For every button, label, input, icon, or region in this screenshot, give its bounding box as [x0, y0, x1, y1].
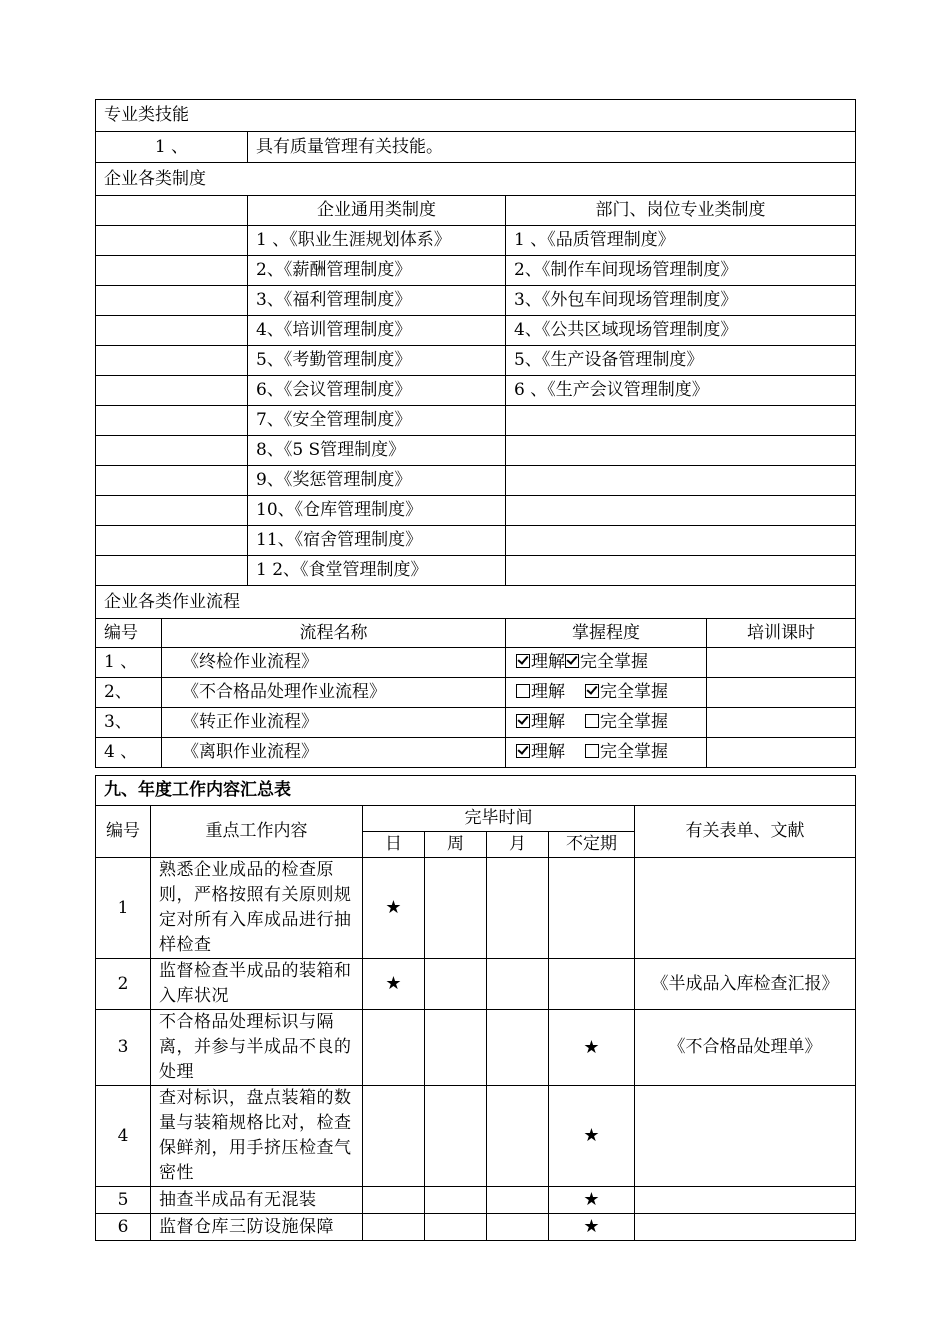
work-item-content: 监督检查半成品的装箱和入库状况	[151, 959, 363, 1010]
annual-summary-title: 九、年度工作内容汇总表	[96, 776, 856, 806]
work-item-docs	[635, 1086, 856, 1187]
week-cell	[425, 1086, 487, 1187]
dept-system-item: 3、《外包车间现场管理制度》	[506, 286, 856, 316]
process-name: 《不合格品处理作业流程》	[162, 678, 506, 708]
month-cell	[487, 1187, 549, 1214]
week-cell	[425, 1187, 487, 1214]
work-item-number: 6	[96, 1214, 151, 1241]
general-systems-header: 企业通用类制度	[248, 196, 506, 226]
day-cell	[363, 858, 425, 959]
day-cell	[363, 1086, 425, 1187]
training-hours	[707, 678, 856, 708]
general-system-item: 10、《仓库管理制度》	[248, 496, 506, 526]
general-system-item: 4、《培训管理制度》	[248, 316, 506, 346]
work-item-content: 熟悉企业成品的检查原则，严格按照有关原则规定对所有入库成品进行抽样检查	[151, 858, 363, 959]
system-row	[96, 346, 856, 376]
process-row	[96, 738, 856, 768]
understand-label: 理解	[531, 712, 565, 732]
general-system-item: 5、《考勤管理制度》	[248, 346, 506, 376]
work-item-number: 2	[96, 959, 151, 1010]
process-number: 4 、	[96, 738, 162, 768]
process-name: 《离职作业流程》	[162, 738, 506, 768]
dept-system-item	[506, 406, 856, 436]
general-system-item: 2、《薪酬管理制度》	[248, 256, 506, 286]
general-system-item: 8、《5 S管理制度》	[248, 436, 506, 466]
system-row-blank	[96, 466, 248, 496]
system-row	[96, 226, 856, 256]
irregular-cell	[549, 1187, 635, 1214]
work-item-row	[96, 1086, 856, 1187]
work-item-row	[96, 858, 856, 959]
system-row-blank	[96, 346, 248, 376]
month-cell	[487, 1086, 549, 1187]
mastery-options	[506, 648, 707, 678]
dept-system-item: 4、《公共区域现场管理制度》	[506, 316, 856, 346]
system-row	[96, 316, 856, 346]
master-label: 完全掌握	[600, 682, 668, 702]
process-number: 3、	[96, 708, 162, 738]
system-row-blank	[96, 376, 248, 406]
system-row-blank	[96, 406, 248, 436]
work-item-number: 4	[96, 1086, 151, 1187]
week-header: 周	[425, 832, 487, 858]
general-system-item: 7、《安全管理制度》	[248, 406, 506, 436]
master-checkbox[interactable]	[565, 654, 579, 668]
process-name: 《终检作业流程》	[162, 648, 506, 678]
general-system-item: 6、《会议管理制度》	[248, 376, 506, 406]
understand-checkbox[interactable]	[516, 744, 530, 758]
week-cell	[425, 858, 487, 959]
master-label: 完全掌握	[580, 652, 648, 672]
system-row	[96, 406, 856, 436]
system-row-blank	[96, 226, 248, 256]
mastery-header: 掌握程度	[506, 619, 707, 648]
irregular-cell	[549, 959, 635, 1010]
process-row	[96, 678, 856, 708]
system-row-blank	[96, 256, 248, 286]
dept-system-item: 6 、《生产会议管理制度》	[506, 376, 856, 406]
skill-number: 1 、	[96, 132, 248, 163]
month-cell	[487, 858, 549, 959]
process-number: 2、	[96, 678, 162, 708]
system-row-blank	[96, 316, 248, 346]
month-header: 月	[487, 832, 549, 858]
skill-row	[96, 132, 856, 163]
irregular-cell	[549, 1214, 635, 1241]
system-row	[96, 466, 856, 496]
system-row-blank	[96, 526, 248, 556]
system-row-blank	[96, 496, 248, 526]
month-cell	[487, 959, 549, 1010]
work-item-row	[96, 1187, 856, 1214]
general-system-item: 3、《福利管理制度》	[248, 286, 506, 316]
understand-checkbox[interactable]	[516, 684, 530, 698]
month-cell	[487, 1010, 549, 1086]
system-row	[96, 436, 856, 466]
work-item-docs: 《不合格品处理单》	[635, 1010, 856, 1086]
system-row-blank	[96, 286, 248, 316]
star-icon: ★	[385, 897, 402, 918]
work-item-docs: 《半成品入库检查汇报》	[635, 959, 856, 1010]
irregular-cell	[549, 858, 635, 959]
skills-section-header: 专业类技能	[96, 100, 856, 132]
master-label: 完全掌握	[600, 742, 668, 762]
work-item-docs	[635, 858, 856, 959]
day-cell	[363, 1010, 425, 1086]
training-hours	[707, 648, 856, 678]
process-name-header: 流程名称	[162, 619, 506, 648]
work-item-content: 监督仓库三防设施保障	[151, 1214, 363, 1241]
mastery-options	[506, 708, 707, 738]
day-header: 日	[363, 832, 425, 858]
master-checkbox[interactable]	[585, 684, 599, 698]
general-system-item: 11、《宿舍管理制度》	[248, 526, 506, 556]
dept-system-item	[506, 466, 856, 496]
systems-section-header: 企业各类制度	[96, 163, 856, 196]
star-icon: ★	[583, 1125, 600, 1146]
dept-system-item	[506, 496, 856, 526]
day-cell	[363, 959, 425, 1010]
work-item-number: 1	[96, 858, 151, 959]
week-cell	[425, 1010, 487, 1086]
understand-checkbox[interactable]	[516, 714, 530, 728]
work-item-content: 抽查半成品有无混装	[151, 1187, 363, 1214]
irregular-header: 不定期	[549, 832, 635, 858]
system-row	[96, 286, 856, 316]
work-item-number: 3	[96, 1010, 151, 1086]
understand-label: 理解	[531, 742, 565, 762]
processes-section-header: 企业各类作业流程	[96, 586, 856, 619]
month-cell	[487, 1214, 549, 1241]
dept-system-item: 2、《制作车间现场管理制度》	[506, 256, 856, 286]
day-cell	[363, 1187, 425, 1214]
general-system-item: 1 、《职业生涯规划体系》	[248, 226, 506, 256]
annual-num-header: 编号	[96, 806, 151, 858]
mastery-options	[506, 738, 707, 768]
process-num-header: 编号	[96, 619, 162, 648]
star-icon: ★	[583, 1036, 600, 1058]
dept-system-item	[506, 526, 856, 556]
completion-time-header: 完毕时间	[363, 806, 635, 832]
work-item-row	[96, 1214, 856, 1241]
understand-label: 理解	[531, 682, 565, 702]
system-row	[96, 496, 856, 526]
star-icon: ★	[583, 1189, 600, 1210]
understand-checkbox[interactable]	[516, 654, 530, 668]
dept-system-item: 5、《生产设备管理制度》	[506, 346, 856, 376]
general-system-item: 9、《奖惩管理制度》	[248, 466, 506, 496]
understand-label: 理解	[531, 652, 565, 672]
dept-system-item	[506, 556, 856, 586]
star-icon: ★	[385, 973, 402, 994]
system-row	[96, 376, 856, 406]
master-checkbox[interactable]	[585, 714, 599, 728]
irregular-cell	[549, 1010, 635, 1086]
week-cell	[425, 959, 487, 1010]
training-hours-header: 培训课时	[707, 619, 856, 648]
skill-text: 具有质量管理有关技能。	[248, 132, 856, 163]
process-name: 《转正作业流程》	[162, 708, 506, 738]
process-row	[96, 648, 856, 678]
training-hours	[707, 738, 856, 768]
general-system-item: 1 2、《食堂管理制度》	[248, 556, 506, 586]
work-item-row	[96, 1010, 856, 1086]
dept-systems-header: 部门、岗位专业类制度	[506, 196, 856, 226]
work-item-row	[96, 959, 856, 1010]
dept-system-item	[506, 436, 856, 466]
process-number: 1 、	[96, 648, 162, 678]
master-checkbox[interactable]	[585, 744, 599, 758]
training-hours	[707, 708, 856, 738]
master-label: 完全掌握	[600, 712, 668, 732]
system-row	[96, 256, 856, 286]
mastery-options	[506, 678, 707, 708]
system-row	[96, 526, 856, 556]
week-cell	[425, 1214, 487, 1241]
systems-blank-header	[96, 196, 248, 226]
system-row-blank	[96, 556, 248, 586]
training-table	[95, 99, 856, 768]
dept-system-item: 1 、《品质管理制度》	[506, 226, 856, 256]
system-row-blank	[96, 436, 248, 466]
work-item-docs	[635, 1187, 856, 1214]
work-item-docs	[635, 1214, 856, 1241]
annual-content-header: 重点工作内容	[151, 806, 363, 858]
work-item-number: 5	[96, 1187, 151, 1214]
irregular-cell	[549, 1086, 635, 1187]
work-item-content: 不合格品处理标识与隔离，并参与半成品不良的处理	[151, 1010, 363, 1086]
annual-summary-table	[95, 775, 856, 1241]
process-row	[96, 708, 856, 738]
star-icon: ★	[583, 1216, 600, 1237]
system-row	[96, 556, 856, 586]
related-docs-header: 有关表单、文献	[635, 806, 856, 858]
day-cell	[363, 1214, 425, 1241]
work-item-content: 查对标识，盘点装箱的数量与装箱规格比对，检查保鲜剂，用手挤压检查气密性	[151, 1086, 363, 1187]
